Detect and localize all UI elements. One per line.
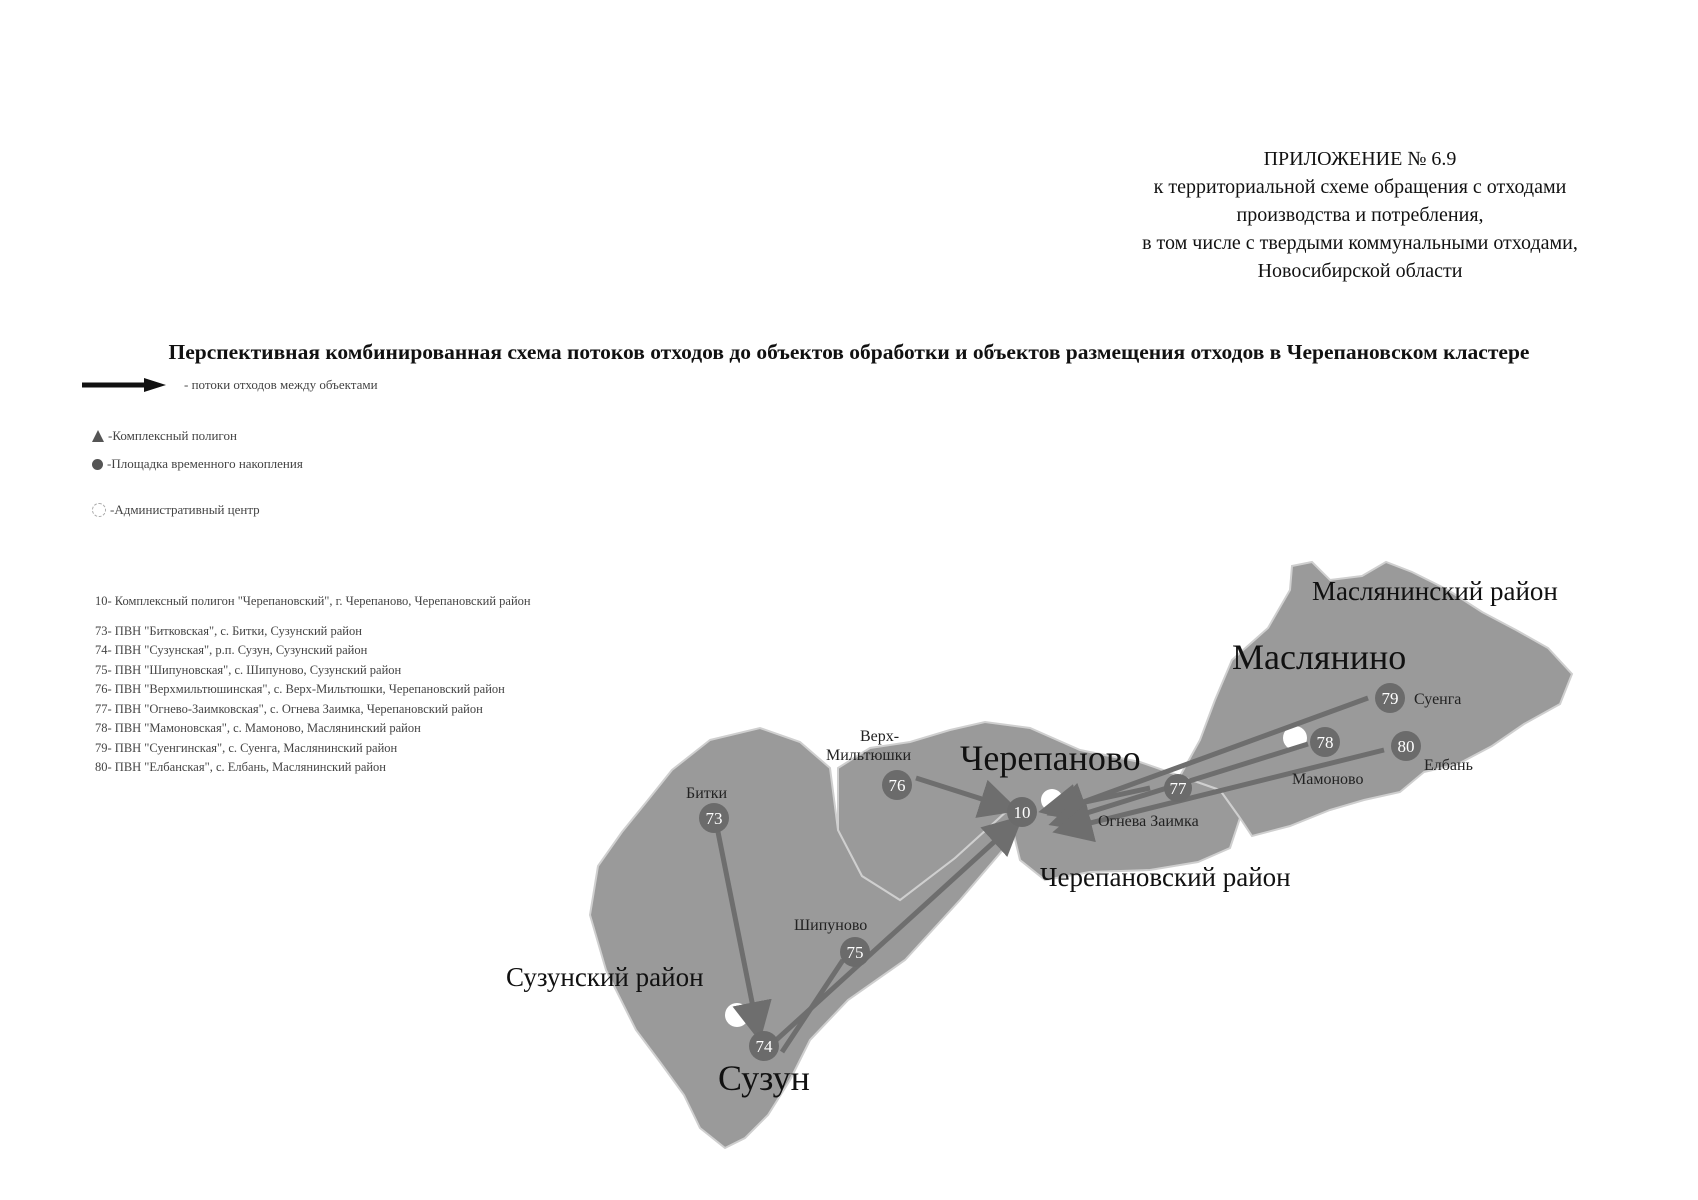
list-item: 79- ПВН "Суенгинская", с. Суенга, Маслянинский район xyxy=(95,740,398,755)
legend-site-label: -Площадка временного накопления xyxy=(107,456,303,471)
place-label-verkh: Верх- xyxy=(860,728,900,745)
marker-80-label: 80 xyxy=(1397,737,1415,756)
list-item: 10- Комплексный полигон "Черепановский", г. Черепаново, Черепановский район xyxy=(95,594,531,608)
marker-10-label: 10 xyxy=(1013,803,1031,822)
center-label-cherepanovo: Черепаново xyxy=(960,738,1141,778)
place-label-elban: Елбань xyxy=(1424,757,1473,774)
legend-flow-label: - потоки отходов между объектами xyxy=(184,377,378,392)
marker-73-label: 73 xyxy=(705,809,723,828)
place-label-shipunovo: Шипуново xyxy=(794,917,868,934)
place-label-mamonovo: Мамоново xyxy=(1292,771,1364,788)
place-label-suenga: Суенга xyxy=(1414,691,1462,708)
list-item: 77- ПВН "Огнево-Заимковская", с. Огнева Заимка, Черепановский район xyxy=(95,701,483,716)
page-title: Перспективная комбинированная схема потоков отходов до объектов обработки и объектов размещения отходов в Черепановском кластере xyxy=(168,340,1530,364)
appendix-line: производства и потребления, xyxy=(1236,204,1484,226)
place-label-verkh: Мильтюшки xyxy=(826,747,912,764)
marker-76-label: 76 xyxy=(888,776,906,795)
place-label-bitki: Битки xyxy=(686,785,728,802)
legend-polygon-label: -Комплексный полигон xyxy=(108,428,237,443)
marker-77-label: 77 xyxy=(1169,779,1187,798)
legend-admin-label: -Административный центр xyxy=(110,502,260,517)
center-label-maslyanino: Маслянино xyxy=(1232,637,1407,677)
appendix-line: к территориальной схеме обращения с отходами xyxy=(1153,176,1567,198)
list-item: 75- ПВН "Шипуновская", с. Шипуново, Сузунский район xyxy=(95,662,402,677)
list-item: 80- ПВН "Елбанская", с. Елбань, Маслянинский район xyxy=(95,760,386,774)
district-label-maslyanino: Маслянинский район xyxy=(1312,576,1558,606)
appendix-line: в том числе с твердыми коммунальными отходами, xyxy=(1142,232,1578,254)
appendix-number: ПРИЛОЖЕНИЕ № 6.9 xyxy=(1263,148,1457,170)
marker-79-label: 79 xyxy=(1381,689,1399,708)
center-label-suzun: Сузун xyxy=(718,1058,810,1098)
marker-74-label: 74 xyxy=(755,1037,773,1056)
place-label-ogneva: Огнева Заимка xyxy=(1098,813,1199,830)
district-label-cherepanovo: Черепановский район xyxy=(1040,862,1291,892)
list-item: 74- ПВН "Сузунская", р.п. Сузун, Сузунский район xyxy=(95,643,368,657)
marker-78-label: 78 xyxy=(1316,733,1334,752)
list-item: 73- ПВН "Битковская", с. Битки, Сузунский район xyxy=(95,623,362,638)
marker-75-label: 75 xyxy=(846,943,864,962)
list-item: 78- ПВН "Мамоновская", с. Мамоново, Маслянинский район xyxy=(95,721,421,735)
admin-center-suzun-icon xyxy=(725,1003,749,1027)
list-item: 76- ПВН "Верхмильтюшинская", с. Верх-Мильтюшки, Черепановский район xyxy=(95,682,505,696)
appendix-line: Новосибирской области xyxy=(1257,260,1463,282)
district-label-suzun: Сузунский район xyxy=(506,962,704,992)
